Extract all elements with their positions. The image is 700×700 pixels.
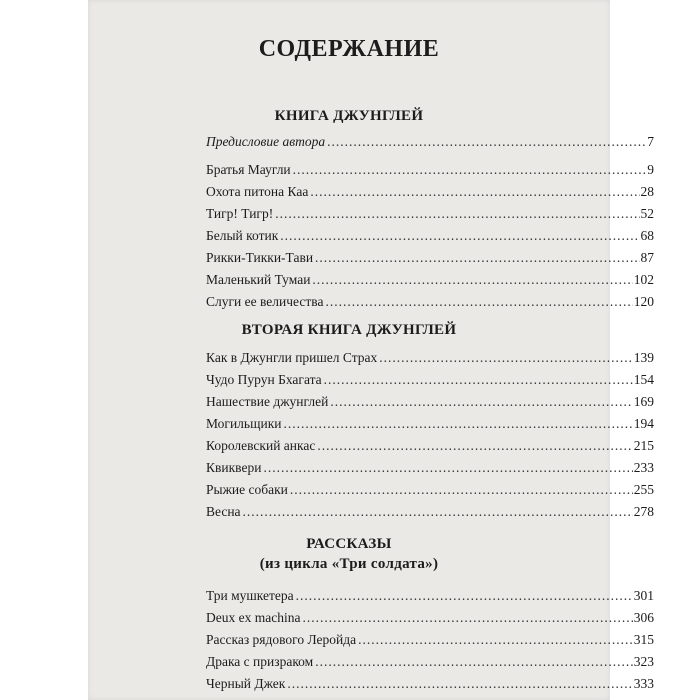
book-page — [88, 0, 654, 700]
leader-dots — [315, 248, 639, 268]
toc-entry — [206, 270, 654, 290]
section-heading: КНИГА ДЖУНГЛЕЙ — [274, 108, 424, 124]
toc-entry-title: Весна — [206, 504, 241, 519]
toc-entry-page: 9 — [647, 162, 654, 177]
toc-entry-title: Королевский анкас — [206, 438, 316, 453]
leader-dots — [296, 586, 633, 606]
page-title: СОДЕРЖАНИЕ — [258, 36, 440, 62]
toc-entry-title: Три мушкетера — [206, 588, 294, 603]
toc-entry-page: 68 — [640, 228, 654, 243]
toc-entry-title: Маленький Тумаи — [206, 272, 311, 287]
toc-entry — [206, 480, 654, 500]
leader-dots — [283, 414, 632, 434]
toc-entry-title: Слуги ее величества — [206, 294, 324, 309]
toc-entry-title: Рыжие собаки — [206, 482, 288, 497]
toc-entry-page: 233 — [633, 460, 654, 475]
section-heading: ВТОРАЯ КНИГА ДЖУНГЛЕЙ — [241, 322, 457, 338]
leader-dots — [287, 674, 632, 694]
leader-dots — [379, 348, 632, 368]
leader-dots — [312, 270, 632, 290]
toc-entry — [206, 226, 654, 246]
toc-entry-title: Предисловие автора — [206, 134, 326, 149]
toc-entry-title: Тигр! Тигр! — [206, 206, 274, 221]
toc-entry-page: 7 — [647, 134, 654, 149]
toc-entry — [206, 630, 654, 650]
toc-entry-title: Квиквери — [206, 460, 262, 475]
toc-entry — [206, 502, 654, 522]
leader-dots — [310, 182, 639, 202]
toc-entry-page: 139 — [633, 350, 654, 365]
toc-entry — [206, 652, 654, 672]
leader-dots — [327, 132, 646, 152]
leader-dots — [263, 458, 632, 478]
toc-entry — [206, 204, 654, 224]
toc-entry-title: Deux ex machina — [206, 610, 301, 625]
toc-entry-title: Черный Джек — [206, 676, 286, 691]
section-subheading: (из цикла «Три солдата») — [259, 556, 439, 572]
toc-entry-page: 194 — [633, 416, 654, 431]
toc-entry-page: 120 — [633, 294, 654, 309]
toc-entry-page: 28 — [640, 184, 654, 199]
toc-entry-page: 306 — [633, 610, 654, 625]
toc-entry — [206, 292, 654, 312]
leader-dots — [317, 436, 632, 456]
leader-dots — [280, 226, 639, 246]
toc-entry-page: 315 — [633, 632, 654, 647]
toc-entry-page: 154 — [633, 372, 654, 387]
leader-dots — [325, 292, 632, 312]
toc-entry — [206, 586, 654, 606]
leader-dots — [324, 370, 633, 390]
leader-dots — [290, 480, 633, 500]
toc-entry — [206, 458, 654, 478]
toc-entry-title: Белый котик — [206, 228, 279, 243]
toc-entry-page: 255 — [633, 482, 654, 497]
leader-dots — [275, 204, 639, 224]
toc-entry-title: Рикки-Тикки-Тави — [206, 250, 314, 265]
toc-entry-page: 52 — [640, 206, 654, 221]
toc-entry — [206, 132, 654, 152]
toc-entry — [206, 436, 654, 456]
toc-entry-page: 333 — [633, 676, 654, 691]
toc-entry — [206, 248, 654, 268]
toc-entry — [206, 182, 654, 202]
toc-entry — [206, 392, 654, 412]
leader-dots — [243, 502, 633, 522]
leader-dots — [302, 608, 632, 628]
leader-dots — [358, 630, 633, 650]
toc-entry-title: Охота питона Каа — [206, 184, 309, 199]
toc-entry — [206, 608, 654, 628]
toc-entry-page: 87 — [640, 250, 654, 265]
toc-entry-page: 301 — [633, 588, 654, 603]
toc-entry — [206, 348, 654, 368]
toc-entry-page: 102 — [633, 272, 654, 287]
toc-entry — [206, 674, 654, 694]
toc-entry-title: Чудо Пурун Бхагата — [206, 372, 322, 387]
toc-entry-title: Как в Джунгли пришел Страх — [206, 350, 378, 365]
toc-entry — [206, 370, 654, 390]
section-heading: РАССКАЗЫ — [306, 536, 392, 552]
toc-entry-title: Могильщики — [206, 416, 282, 431]
toc-entry-page: 323 — [633, 654, 654, 669]
toc-entry-title: Братья Маугли — [206, 162, 291, 177]
toc-entry-title: Драка с призраком — [206, 654, 314, 669]
toc-entry-page: 169 — [633, 394, 654, 409]
toc-entry — [206, 414, 654, 434]
toc-entry-page: 215 — [633, 438, 654, 453]
leader-dots — [315, 652, 633, 672]
leader-dots — [293, 160, 647, 180]
toc-entry-page: 278 — [633, 504, 654, 519]
toc-entry — [206, 160, 654, 180]
leader-dots — [330, 392, 632, 412]
toc-entry-title: Рассказ рядового Леройда — [206, 632, 357, 647]
toc-entry-title: Нашествие джунглей — [206, 394, 329, 409]
